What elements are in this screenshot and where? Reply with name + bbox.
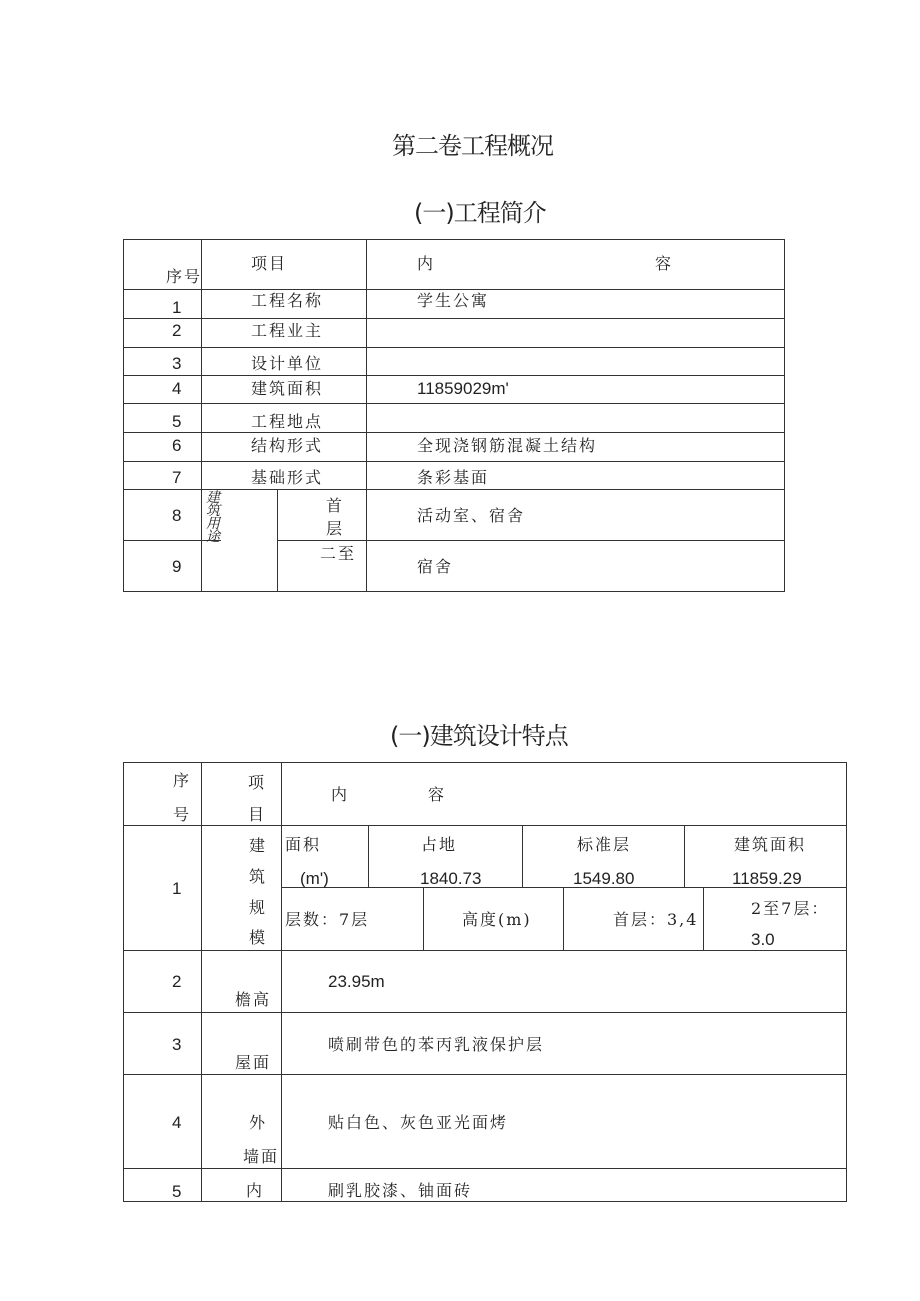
t2-row4-content: 贴白色、灰色亚光面烤 [328,1113,509,1132]
t2-row4-no: 4 [172,1113,182,1132]
t2-row3-content: 喷刷带色的苯丙乳液保护层 [328,1035,545,1054]
t2-row2-content: 23.95m [328,972,385,991]
t1-header-item: 项目 [251,254,288,273]
t2-land-value: 1840.73 [420,869,482,888]
t2-header-seq-1: 序 [173,771,192,790]
t1-row7-item: 基础形式 [251,468,324,487]
t2-row5-item: 内 [246,1181,265,1200]
t2-row1-item-char-1: 建 [249,836,268,855]
t2-row5-content: 刷乳胶漆、铀面砖 [328,1181,473,1200]
t1-row9-floor: 二至 [320,544,357,563]
t1-header-content-left: 内 [417,254,436,273]
t1-row3-item: 设计单位 [251,354,324,373]
t1-row8-floor: 首层 [326,496,345,538]
t2-header-item-2: 目 [248,805,267,824]
t1-row6-content: 全现浇钢筋混凝土结构 [417,436,598,455]
t2-height-label: 高度(m) [462,910,532,929]
t2-header-item-1: 项 [248,773,267,792]
t2-area-unit: (m') [300,869,329,888]
t2-floors: 层数：7层 [285,910,370,929]
t1-row6-no: 6 [172,436,182,455]
t1-row8-no: 8 [172,506,182,525]
section-title-design: (一)建筑设计特点 [390,722,568,750]
t2-header-content-right: 容 [428,785,447,804]
t1-row5-no: 5 [172,412,182,431]
t2-row1-item-char-4: 模 [249,928,268,947]
page-title: 第二卷工程概况 [392,132,553,160]
t1-row4-no: 4 [172,379,182,398]
t1-header-content-right: 容 [655,254,674,273]
t2-row1-item-char-3: 规 [249,898,268,917]
t1-row7-content: 条彩基面 [417,468,490,487]
t2-row1-no: 1 [172,879,182,898]
t1-row1-item: 工程名称 [251,291,324,310]
section-title-overview: (一)工程简介 [414,199,546,227]
t1-row9-content: 宿舍 [417,557,454,576]
t1-row1-content: 学生公寓 [417,291,490,310]
t1-row3-no: 3 [172,354,182,373]
t2-std-value: 1549.80 [573,869,635,888]
t2-row4-item-1: 外 [249,1113,268,1132]
t2-row4-item-2: 墙面 [243,1147,280,1166]
t1-header-seq: 序号 [166,267,203,286]
t1-row6-item: 结构形式 [251,436,324,455]
t1-row1-no: 1 [172,298,182,317]
t1-row9-no: 9 [172,557,182,576]
t1-row2-item: 工程业主 [251,321,324,340]
t1-row7-no: 7 [172,468,182,487]
t2-row2-no: 2 [172,972,182,991]
t1-row8-content: 活动室、宿舍 [417,506,526,525]
t2-header-seq-2: 号 [173,805,192,824]
t1-row2-no: 2 [172,321,182,340]
t1-row4-item: 建筑面积 [251,379,324,398]
t2-row3-no: 3 [172,1035,182,1054]
t2-land-label: 占地 [421,835,458,854]
t1-row4-content: 11859029m' [417,379,509,398]
t2-build-value: 11859.29 [732,869,802,888]
t2-build-label: 建筑面积 [734,835,807,854]
t2-first-floor: 首层：3,4 [613,910,699,929]
t1-usage-label: 建筑用途 [206,490,220,545]
t2-upper-value: 3.0 [751,930,775,949]
t2-row1-item-char-2: 筑 [249,867,268,886]
t2-row5-no: 5 [172,1182,182,1201]
t2-row2-item: 檐高 [235,990,272,1009]
t2-row3-item: 屋面 [235,1053,272,1072]
t2-std-label: 标准层 [577,835,632,854]
t2-header-content-left: 内 [331,785,350,804]
t2-upper-floors: 2至7层： [751,899,830,918]
t1-row5-item: 工程地点 [251,412,324,431]
t2-area-label: 面积 [285,835,322,854]
